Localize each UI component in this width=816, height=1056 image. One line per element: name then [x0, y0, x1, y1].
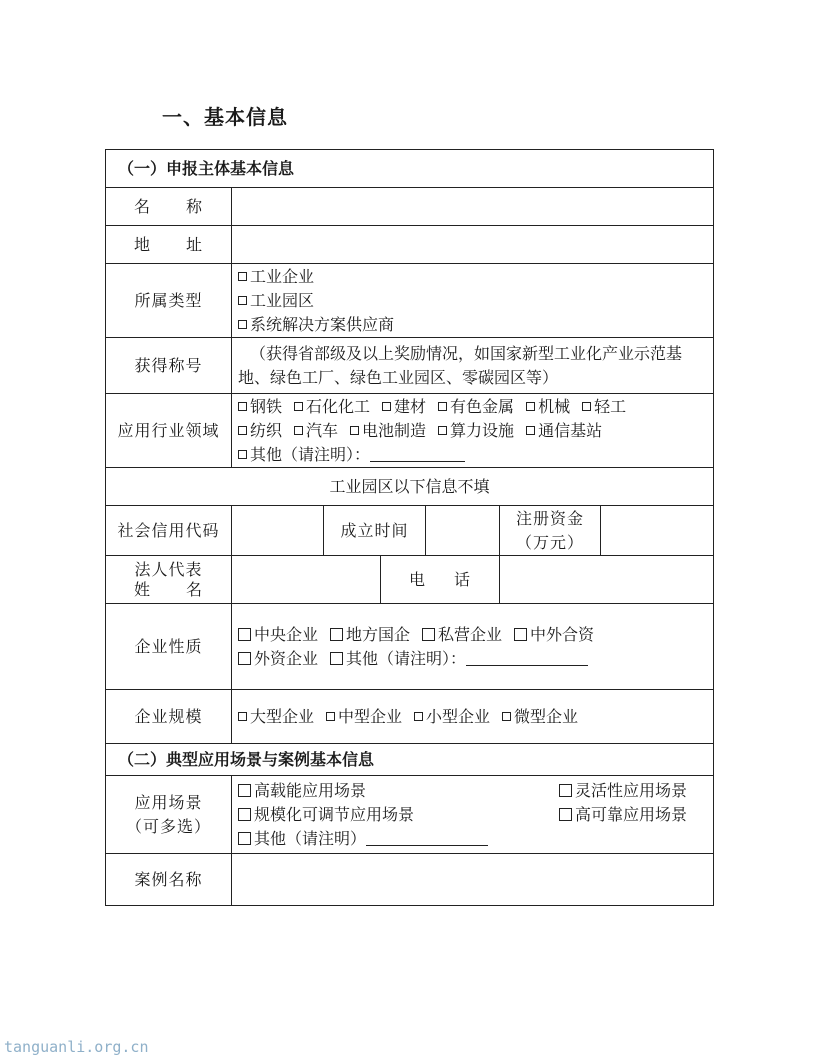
type-label: 所属类型: [106, 264, 232, 338]
case-name-field[interactable]: [232, 854, 714, 906]
credit-code-label: 社会信用代码: [106, 506, 232, 556]
nature-option-other[interactable]: 其他（请注明）：: [330, 647, 588, 671]
checkbox-icon[interactable]: [238, 712, 247, 721]
section2-heading: （二）典型应用场景与案例基本信息: [106, 744, 714, 776]
type-option-industrial-enterprise[interactable]: 工业企业: [238, 265, 707, 289]
industry-option-light-industry[interactable]: 轻工: [582, 395, 626, 419]
credit-code-field[interactable]: [232, 506, 324, 556]
checkbox-icon[interactable]: [422, 628, 435, 641]
scale-label: 企业规模: [106, 690, 232, 744]
industry-options: [232, 394, 714, 468]
legal-rep-field[interactable]: [232, 556, 381, 604]
checkbox-icon[interactable]: [514, 628, 527, 641]
nature-option-foreign[interactable]: 外资企业: [238, 647, 318, 671]
phone-label: 电 话: [381, 556, 500, 604]
checkbox-icon[interactable]: [238, 628, 251, 641]
industry-option-petrochemical[interactable]: 石化化工: [294, 395, 370, 419]
capital-field[interactable]: [601, 506, 714, 556]
checkbox-icon[interactable]: [414, 712, 423, 721]
type-options: [232, 264, 714, 338]
checkbox-icon[interactable]: [438, 426, 447, 435]
honor-label: 获得称号: [106, 338, 232, 394]
checkbox-icon[interactable]: [294, 402, 303, 411]
industry-label: 应用行业领域: [106, 394, 232, 468]
checkbox-icon[interactable]: [238, 272, 247, 281]
checkbox-icon[interactable]: [238, 784, 251, 797]
checkbox-icon[interactable]: [326, 712, 335, 721]
scene-option-other[interactable]: 其他（请注明）: [238, 827, 707, 851]
checkbox-icon[interactable]: [582, 402, 591, 411]
address-label: 地 址: [106, 226, 232, 264]
checkbox-icon[interactable]: [238, 296, 247, 305]
scale-option-large[interactable]: 大型企业: [238, 705, 314, 729]
industry-option-computing[interactable]: 算力设施: [438, 419, 514, 443]
nature-option-central-soe[interactable]: 中央企业: [238, 623, 318, 647]
scene-options: [232, 776, 714, 854]
industry-option-battery[interactable]: 电池制造: [350, 419, 426, 443]
checkbox-icon[interactable]: [238, 426, 247, 435]
industry-option-other[interactable]: 其他（请注明）：: [238, 443, 707, 467]
nature-option-private[interactable]: 私营企业: [422, 623, 502, 647]
checkbox-icon[interactable]: [238, 832, 251, 845]
name-field[interactable]: [232, 188, 714, 226]
phone-field[interactable]: [500, 556, 714, 604]
checkbox-icon[interactable]: [238, 402, 247, 411]
nature-label: 企业性质: [106, 604, 232, 690]
section1-heading: （一）申报主体基本信息: [106, 150, 714, 188]
scale-option-small[interactable]: 小型企业: [414, 705, 490, 729]
scene-label: 应用场景 （可多选）: [106, 776, 232, 854]
industry-option-steel[interactable]: 钢铁: [238, 395, 282, 419]
checkbox-icon[interactable]: [438, 402, 447, 411]
scene-option-high-reliability[interactable]: 高可靠应用场景: [559, 803, 687, 827]
name-label: 名 称: [106, 188, 232, 226]
scale-option-micro[interactable]: 微型企业: [502, 705, 578, 729]
scene-option-flexibility[interactable]: 灵活性应用场景: [559, 779, 687, 803]
watermark: tanguanli.org.cn: [4, 1038, 149, 1056]
scale-options: [232, 690, 714, 744]
industry-option-nonferrous-metals[interactable]: 有色金属: [438, 395, 514, 419]
checkbox-icon[interactable]: [330, 628, 343, 641]
nature-option-local-soe[interactable]: 地方国企: [330, 623, 410, 647]
scene-option-large-scale-adjustable[interactable]: 规模化可调节应用场景: [238, 803, 414, 827]
nature-option-joint-venture[interactable]: 中外合资: [514, 623, 594, 647]
scene-other-blank[interactable]: [366, 831, 488, 846]
industry-option-building-materials[interactable]: 建材: [382, 395, 426, 419]
honor-field[interactable]: （获得省部级及以上奖励情况，如国家新型工业化产业示范基地、绿色工厂、绿色工业园区、零碳园区等）: [232, 338, 714, 394]
checkbox-icon[interactable]: [238, 652, 251, 665]
industry-option-telecom-base-station[interactable]: 通信基站: [526, 419, 602, 443]
checkbox-icon[interactable]: [559, 808, 572, 821]
page-title: 一、基本信息: [162, 105, 288, 129]
type-option-industrial-park[interactable]: 工业园区: [238, 289, 707, 313]
founded-field[interactable]: [426, 506, 500, 556]
checkbox-icon[interactable]: [350, 426, 359, 435]
address-field[interactable]: [232, 226, 714, 264]
scene-option-high-energy[interactable]: 高载能应用场景: [238, 779, 366, 803]
capital-label: 注册资金 （万元）: [500, 506, 601, 556]
checkbox-icon[interactable]: [502, 712, 511, 721]
checkbox-icon[interactable]: [238, 808, 251, 821]
checkbox-icon[interactable]: [382, 402, 391, 411]
industry-option-machinery[interactable]: 机械: [526, 395, 570, 419]
checkbox-icon[interactable]: [294, 426, 303, 435]
park-skip-note: 工业园区以下信息不填: [106, 468, 714, 506]
industry-other-blank[interactable]: [370, 447, 465, 462]
checkbox-icon[interactable]: [238, 450, 247, 459]
nature-options: [232, 604, 714, 690]
case-name-label: 案例名称: [106, 854, 232, 906]
scale-option-medium[interactable]: 中型企业: [326, 705, 402, 729]
industry-option-textile[interactable]: 纺织: [238, 419, 282, 443]
checkbox-icon[interactable]: [526, 426, 535, 435]
nature-other-blank[interactable]: [466, 651, 588, 666]
type-option-solution-provider[interactable]: 系统解决方案供应商: [238, 313, 707, 337]
legal-rep-label: 法人代表 姓 名: [106, 556, 232, 604]
checkbox-icon[interactable]: [559, 784, 572, 797]
checkbox-icon[interactable]: [238, 320, 247, 329]
industry-option-automotive[interactable]: 汽车: [294, 419, 338, 443]
checkbox-icon[interactable]: [526, 402, 535, 411]
basic-info-form: [105, 149, 714, 906]
founded-label: 成立时间: [324, 506, 426, 556]
checkbox-icon[interactable]: [330, 652, 343, 665]
